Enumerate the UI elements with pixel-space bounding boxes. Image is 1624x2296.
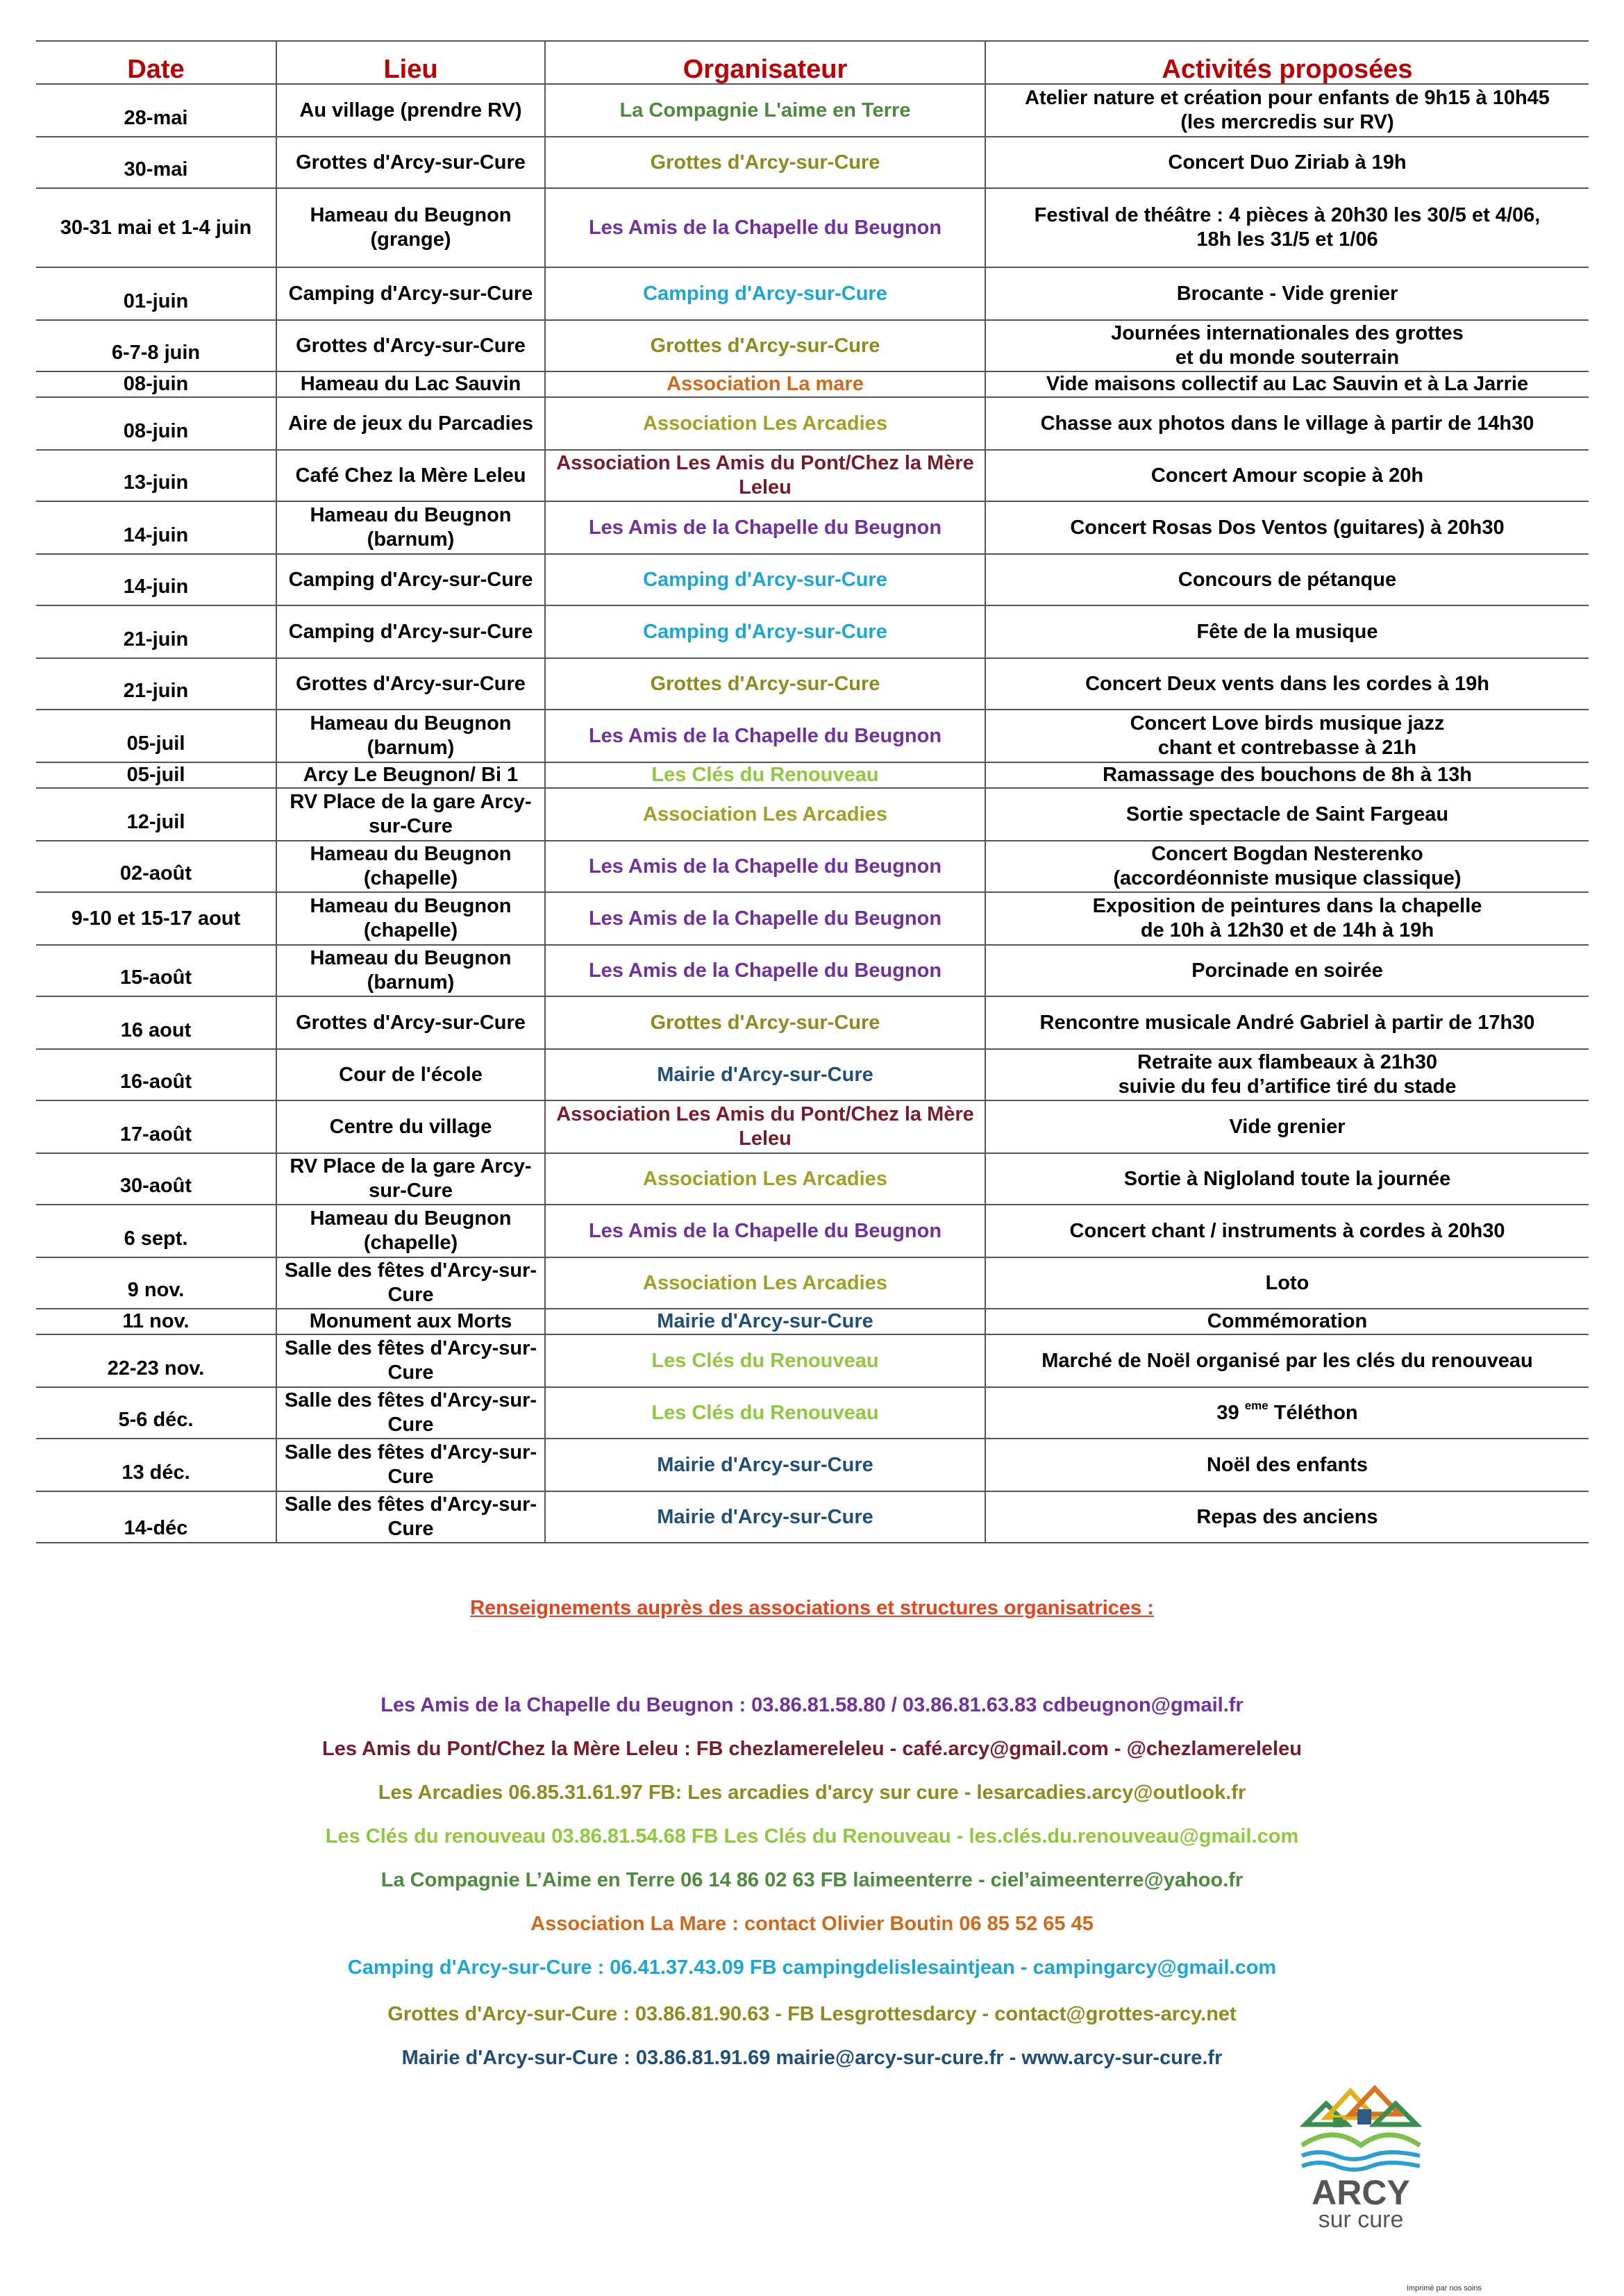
cell-organisateur: Mairie d'Arcy-sur-Cure xyxy=(545,1049,985,1100)
header-activites: Activités proposées xyxy=(1162,55,1413,84)
cell-lieu: Grottes d'Arcy-sur-Cure xyxy=(276,996,545,1049)
cell-organisateur: Camping d'Arcy-sur-Cure xyxy=(545,267,985,320)
cell-date: 08-juin xyxy=(36,397,276,450)
table-row xyxy=(36,658,1589,710)
contact-line: Les Amis de la Chapelle du Beugnon : 03.86.81.58.80 / 03.86.81.63.83 cdbeugnon@gmail.fr xyxy=(380,1694,1244,1716)
cell-activites xyxy=(985,996,1589,1049)
activity-line: Concours de pétanque xyxy=(1178,568,1397,591)
cell-activites xyxy=(985,1100,1589,1153)
cell-date: 30-août xyxy=(36,1153,276,1205)
cell-date: 15-août xyxy=(36,945,276,996)
table-row xyxy=(36,1387,1589,1439)
activity-line: Porcinade en soirée xyxy=(1191,959,1383,982)
cell-activites xyxy=(985,1387,1589,1439)
cell-organisateur: Les Clés du Renouveau xyxy=(545,1387,985,1439)
cell-lieu: Hameau du Lac Sauvin xyxy=(276,371,545,397)
activity-line: Sortie à Nigloland toute la journée xyxy=(1123,1167,1451,1190)
cell-organisateur: Les Amis de la Chapelle du Beugnon xyxy=(545,1205,985,1257)
cell-lieu: Camping d'Arcy-sur-Cure xyxy=(276,267,545,320)
cell-organisateur: Mairie d'Arcy-sur-Cure xyxy=(545,1439,985,1491)
activity-line: Repas des anciens xyxy=(1196,1505,1378,1528)
cell-organisateur: Les Amis de la Chapelle du Beugnon xyxy=(545,501,985,554)
cell-date: 14-déc xyxy=(36,1491,276,1543)
cell-organisateur: Camping d'Arcy-sur-Cure xyxy=(545,605,985,658)
cell-organisateur: Association Les Arcadies xyxy=(545,1257,985,1309)
cell-activites xyxy=(985,1205,1589,1257)
cell-lieu: RV Place de la gare Arcy-sur-Cure xyxy=(276,1153,545,1205)
cell-activites xyxy=(985,841,1589,892)
cell-organisateur: Les Amis de la Chapelle du Beugnon xyxy=(545,945,985,996)
cell-activites xyxy=(985,188,1589,267)
cell-activites xyxy=(985,1334,1589,1387)
cell-organisateur: Camping d'Arcy-sur-Cure xyxy=(545,554,985,605)
cell-organisateur: Les Clés du Renouveau xyxy=(545,1334,985,1387)
contact-line: Grottes d'Arcy-sur-Cure : 03.86.81.90.63 - FB Lesgrottesdarcy - contact@grottes-arcy.net xyxy=(387,2003,1237,2025)
cell-lieu: Grottes d'Arcy-sur-Cure xyxy=(276,658,545,710)
contact-line: Les Arcadies 06.85.31.61.97 FB: Les arcadies d'arcy sur cure - lesarcadies.arcy@outlook.fr xyxy=(378,1782,1246,1804)
table-header-row xyxy=(36,41,1589,84)
activity-line: Atelier nature et création pour enfants de 9h15 à 10h45 xyxy=(1025,87,1550,109)
cell-organisateur: Association Les Arcadies xyxy=(545,1153,985,1205)
cell-activites xyxy=(985,788,1589,841)
events-table xyxy=(36,40,1589,1543)
cell-date: 05-juil xyxy=(36,762,276,788)
table-row xyxy=(36,788,1589,841)
cell-activites xyxy=(985,710,1589,762)
cell-date: 14-juin xyxy=(36,501,276,554)
logo-text-sur-cure: sur cure xyxy=(1318,2206,1404,2233)
info-title: Renseignements auprès des associations et structures organisatrices : xyxy=(470,1597,1154,1619)
cell-activites xyxy=(985,1439,1589,1491)
activity-line: Concert Love birds musique jazz xyxy=(1130,712,1445,735)
cell-activites xyxy=(985,1491,1589,1543)
cell-date: 30-31 mai et 1-4 juin xyxy=(36,188,276,267)
activity-line: Fête de la musique xyxy=(1196,620,1378,643)
contact-line: Les Clés du renouveau 03.86.81.54.68 FB Les Clés du Renouveau - les.clés.du.renouveau@gmail.com xyxy=(325,1825,1299,1847)
cell-activites xyxy=(985,320,1589,371)
cell-activites xyxy=(985,762,1589,788)
cell-activites xyxy=(985,658,1589,710)
table-row xyxy=(36,1049,1589,1100)
cell-lieu: Hameau du Beugnon (barnum) xyxy=(276,501,545,554)
activity-line: 18h les 31/5 et 1/06 xyxy=(1196,228,1378,251)
events-body xyxy=(36,84,1589,1543)
table-row xyxy=(36,1491,1589,1543)
activity-line: Retraite aux flambeaux à 21h30 xyxy=(1137,1051,1437,1073)
activity-superscript: eme xyxy=(1244,1398,1269,1412)
cell-lieu: Hameau du Beugnon (grange) xyxy=(276,188,545,267)
cell-date: 6 sept. xyxy=(36,1205,276,1257)
contact-line: Mairie d'Arcy-sur-Cure : 03.86.81.91.69 mairie@arcy-sur-cure.fr - www.arcy-sur-cure.fr xyxy=(401,2047,1223,2069)
cell-organisateur: Mairie d'Arcy-sur-Cure xyxy=(545,1491,985,1543)
cell-activites xyxy=(985,892,1589,945)
table-row xyxy=(36,605,1589,658)
cell-organisateur: Grottes d'Arcy-sur-Cure xyxy=(545,996,985,1049)
table-row xyxy=(36,841,1589,892)
table-row xyxy=(36,1153,1589,1205)
cell-activites xyxy=(985,397,1589,450)
activity-text: Téléthon xyxy=(1268,1401,1358,1424)
activity-line: Vide maisons collectif au Lac Sauvin et à La Jarrie xyxy=(1046,373,1529,395)
cell-organisateur: Association La mare xyxy=(545,371,985,397)
activity-line: Commémoration xyxy=(1207,1310,1368,1332)
activity-line: suivie du feu d’artifice tiré du stade xyxy=(1118,1075,1457,1098)
cell-activites xyxy=(985,450,1589,501)
table-row xyxy=(36,397,1589,450)
cell-date: 21-juin xyxy=(36,605,276,658)
table-row xyxy=(36,371,1589,397)
cell-lieu: Camping d'Arcy-sur-Cure xyxy=(276,554,545,605)
activity-line: Chasse aux photos dans le village à partir de 14h30 xyxy=(1040,412,1534,435)
activity-line: Brocante - Vide grenier xyxy=(1176,282,1398,305)
cell-date: 16-août xyxy=(36,1049,276,1100)
contact-line: La Compagnie L’Aime en Terre 06 14 86 02 63 FB laimeenterre - ciel’aimeenterre@yahoo.fr xyxy=(380,1869,1244,1891)
logo-bridge xyxy=(1302,2135,1420,2170)
info-section xyxy=(0,1597,1624,1620)
table-row xyxy=(36,188,1589,267)
cell-date: 30-mai xyxy=(36,137,276,188)
contact-line: Les Amis du Pont/Chez la Mère Leleu : FB chezlamereleleu - café.arcy@gmail.com - @chezlamereleleu xyxy=(322,1738,1302,1760)
cell-date: 08-juin xyxy=(36,371,276,397)
activity-line: Festival de théâtre : 4 pièces à 20h30 les 30/5 et 4/06, xyxy=(1034,204,1541,226)
cell-date: 11 nov. xyxy=(36,1309,276,1334)
cell-lieu: Salle des fêtes d'Arcy-sur-Cure xyxy=(276,1257,545,1309)
table-row xyxy=(36,945,1589,996)
activity-line: de 10h à 12h30 et de 14h à 19h xyxy=(1140,919,1434,941)
table-row xyxy=(36,1100,1589,1153)
arcy-logo xyxy=(1291,2076,1430,2236)
header-date: Date xyxy=(36,41,276,84)
cell-lieu: Hameau du Beugnon (chapelle) xyxy=(276,841,545,892)
cell-organisateur: Les Clés du Renouveau xyxy=(545,762,985,788)
cell-lieu: Grottes d'Arcy-sur-Cure xyxy=(276,137,545,188)
cell-date: 12-juil xyxy=(36,788,276,841)
cell-activites xyxy=(985,1257,1589,1309)
cell-lieu: Salle des fêtes d'Arcy-sur-Cure xyxy=(276,1387,545,1439)
cell-lieu: Hameau du Beugnon (barnum) xyxy=(276,710,545,762)
cell-organisateur: Les Amis de la Chapelle du Beugnon xyxy=(545,841,985,892)
cell-activites xyxy=(985,605,1589,658)
activity-line: Concert Bogdan Nesterenko xyxy=(1151,843,1423,865)
cell-date: 01-juin xyxy=(36,267,276,320)
cell-activites xyxy=(985,945,1589,996)
cell-lieu: Salle des fêtes d'Arcy-sur-Cure xyxy=(276,1439,545,1491)
activity-line: Concert Deux vents dans les cordes à 19h xyxy=(1085,672,1489,695)
activity-line: Sortie spectacle de Saint Fargeau xyxy=(1125,803,1449,826)
activity-line: Concert Duo Ziriab à 19h xyxy=(1168,151,1407,174)
cell-lieu: Camping d'Arcy-sur-Cure xyxy=(276,605,545,658)
table-row xyxy=(36,137,1589,188)
cell-date: 13 déc. xyxy=(36,1439,276,1491)
cell-date: 28-mai xyxy=(36,84,276,137)
table-row xyxy=(36,1334,1589,1387)
activity-line: Noël des enfants xyxy=(1206,1453,1368,1476)
cell-date: 22-23 nov. xyxy=(36,1334,276,1387)
cell-organisateur: Association Les Arcadies xyxy=(545,788,985,841)
cell-date: 5-6 déc. xyxy=(36,1387,276,1439)
cell-lieu: Monument aux Morts xyxy=(276,1309,545,1334)
cell-lieu: Au village (prendre RV) xyxy=(276,84,545,137)
cell-lieu: Aire de jeux du Parcadies xyxy=(276,397,545,450)
cell-activites xyxy=(985,137,1589,188)
cell-date: 6-7-8 juin xyxy=(36,320,276,371)
cell-date: 05-juil xyxy=(36,710,276,762)
table-row xyxy=(36,501,1589,554)
activity-line: Concert chant / instruments à cordes à 20h30 xyxy=(1069,1219,1505,1242)
cell-activites xyxy=(985,554,1589,605)
cell-lieu: Centre du village xyxy=(276,1100,545,1153)
cell-organisateur: Grottes d'Arcy-sur-Cure xyxy=(545,137,985,188)
cell-lieu: Salle des fêtes d'Arcy-sur-Cure xyxy=(276,1491,545,1543)
logo-rooftops xyxy=(1305,2088,1416,2127)
cell-activites xyxy=(985,84,1589,137)
cell-lieu: RV Place de la gare Arcy-sur-Cure xyxy=(276,788,545,841)
printed-note: Imprimé par nos soins xyxy=(1406,2284,1482,2293)
activity-line: et du monde souterrain xyxy=(1175,346,1400,369)
cell-lieu: Hameau du Beugnon (chapelle) xyxy=(276,1205,545,1257)
cell-date: 17-août xyxy=(36,1100,276,1153)
cell-lieu: Salle des fêtes d'Arcy-sur-Cure xyxy=(276,1334,545,1387)
cell-organisateur: La Compagnie L'aime en Terre xyxy=(545,84,985,137)
cell-activites xyxy=(985,1153,1589,1205)
activity-line: Ramassage des bouchons de 8h à 13h xyxy=(1103,764,1472,786)
table-row xyxy=(36,554,1589,605)
cell-organisateur: Grottes d'Arcy-sur-Cure xyxy=(545,320,985,371)
activity-line: Vide grenier xyxy=(1229,1115,1346,1138)
cell-lieu: Hameau du Beugnon (chapelle) xyxy=(276,892,545,945)
activity-line: Rencontre musicale André Gabriel à partir de 17h30 xyxy=(1039,1011,1535,1034)
table-row xyxy=(36,1309,1589,1334)
cell-lieu: Arcy Le Beugnon/ Bi 1 xyxy=(276,762,545,788)
activity-line: (accordéonniste musique classique) xyxy=(1113,867,1462,889)
cell-lieu: Hameau du Beugnon (barnum) xyxy=(276,945,545,996)
cell-lieu: Café Chez la Mère Leleu xyxy=(276,450,545,501)
table-row xyxy=(36,450,1589,501)
contact-line: Association La Mare : contact Olivier Boutin 06 85 52 65 45 xyxy=(530,1913,1094,1935)
cell-activites xyxy=(985,371,1589,397)
cell-date: 13-juin xyxy=(36,450,276,501)
header-lieu: Lieu xyxy=(276,41,545,84)
activity-line: Loto xyxy=(1265,1271,1309,1294)
header-organisateur: Organisateur xyxy=(545,41,985,84)
table-row xyxy=(36,762,1589,788)
logo-text-arcy: ARCY xyxy=(1312,2173,1410,2212)
cell-organisateur: Les Amis de la Chapelle du Beugnon xyxy=(545,892,985,945)
activity-text: 39 xyxy=(1216,1401,1245,1424)
table-row xyxy=(36,892,1589,945)
cell-activites xyxy=(985,1309,1589,1334)
table-row xyxy=(36,1205,1589,1257)
cell-activites xyxy=(985,267,1589,320)
cell-date: 14-juin xyxy=(36,554,276,605)
activity-line: Concert Amour scopie à 20h xyxy=(1150,464,1424,487)
cell-organisateur: Association Les Amis du Pont/Chez la Mère Leleu xyxy=(545,1100,985,1153)
table-row xyxy=(36,320,1589,371)
table-row xyxy=(36,84,1589,137)
cell-activites xyxy=(985,1049,1589,1100)
table-row xyxy=(36,1257,1589,1309)
activity-line: Journées internationales des grottes xyxy=(1111,322,1464,344)
cell-organisateur: Grottes d'Arcy-sur-Cure xyxy=(545,658,985,710)
table-row xyxy=(36,710,1589,762)
cell-organisateur: Association Les Amis du Pont/Chez la Mère Leleu xyxy=(545,450,985,501)
cell-date: 21-juin xyxy=(36,658,276,710)
cell-organisateur: Les Amis de la Chapelle du Beugnon xyxy=(545,188,985,267)
activity-line: chant et contrebasse à 21h xyxy=(1157,737,1417,759)
cell-organisateur: Les Amis de la Chapelle du Beugnon xyxy=(545,710,985,762)
table-row xyxy=(36,1439,1589,1491)
cell-lieu: Grottes d'Arcy-sur-Cure xyxy=(276,320,545,371)
cell-date: 9 nov. xyxy=(36,1257,276,1309)
activity-line: Concert Rosas Dos Ventos (guitares) à 20h30 xyxy=(1070,516,1505,539)
cell-organisateur: Mairie d'Arcy-sur-Cure xyxy=(545,1309,985,1334)
table-row xyxy=(36,996,1589,1049)
cell-activites xyxy=(985,501,1589,554)
activity-line: Exposition de peintures dans la chapelle xyxy=(1092,895,1482,917)
activity-line: Marché de Noël organisé par les clés du renouveau xyxy=(1041,1349,1533,1372)
table-row xyxy=(36,267,1589,320)
cell-date: 16 aout xyxy=(36,996,276,1049)
cell-date: 9-10 et 15-17 aout xyxy=(36,892,276,945)
cell-date: 02-août xyxy=(36,841,276,892)
cell-organisateur: Association Les Arcadies xyxy=(545,397,985,450)
activity-line: (les mercredis sur RV) xyxy=(1180,111,1394,133)
cell-lieu: Cour de l'école xyxy=(276,1049,545,1100)
contact-line: Camping d'Arcy-sur-Cure : 06.41.37.43.09 FB campingdelislesaintjean - campingarcy@gmail.com xyxy=(347,1956,1277,1979)
